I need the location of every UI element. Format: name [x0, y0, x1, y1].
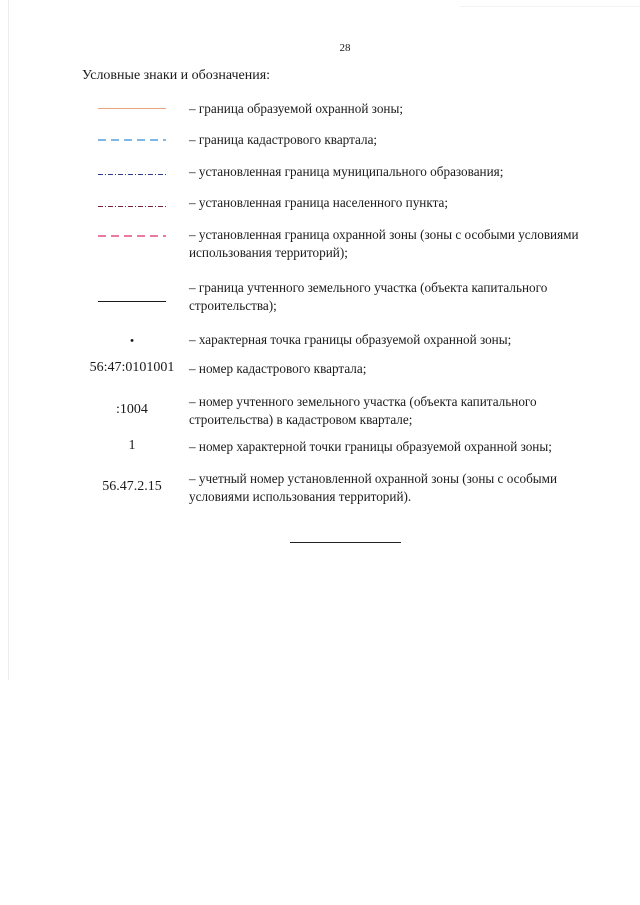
legend-symbol	[82, 393, 182, 429]
line-symbol	[98, 174, 166, 175]
line-symbol	[98, 235, 166, 237]
legend-symbol	[82, 331, 182, 349]
legend-row	[82, 100, 612, 118]
cadastral-quarter-number: 56:47:0101001	[89, 360, 175, 375]
line-symbol	[98, 206, 166, 207]
legend-row	[82, 226, 612, 262]
legend-description: – граница учтенного земельного участка (объекта капитального строительства);	[189, 280, 548, 313]
line-symbol	[98, 139, 166, 141]
legend-description: – установленная граница населенного пункта;	[189, 195, 449, 210]
legend-symbol	[82, 470, 182, 506]
legend-description: – установленная граница муниципального образования;	[189, 164, 504, 179]
legend-row	[82, 163, 612, 181]
legend-description: – граница образуемой охранной зоны;	[189, 101, 403, 116]
scan-edge-shadow	[8, 0, 9, 680]
line-symbol	[98, 301, 166, 302]
land-parcel-number: :1004	[116, 402, 148, 417]
legend-symbol	[82, 360, 182, 378]
legend-description: – номер кадастрового квартала;	[189, 361, 367, 376]
point-number: 1	[128, 438, 136, 453]
end-rule	[290, 542, 401, 543]
legend-symbol	[82, 438, 182, 456]
legend-description: – номер характерной точки границы образуемой охранной зоны;	[189, 439, 552, 454]
legend-symbol	[82, 194, 182, 212]
legend-symbol	[82, 131, 182, 149]
legend-row	[82, 279, 612, 315]
legend-row	[82, 438, 612, 456]
line-symbol	[98, 108, 166, 109]
legend-symbol	[82, 226, 182, 262]
legend-row	[82, 470, 612, 506]
legend-symbol	[82, 279, 182, 315]
point-marker: •	[130, 335, 134, 347]
zone-registration-number: 56.47.2.15	[102, 479, 162, 494]
legend-row	[82, 131, 612, 149]
legend-symbol	[82, 163, 182, 181]
legend-row	[82, 194, 612, 212]
legend-description: – установленная граница охранной зоны (зоны с особыми условиями использования территорий);	[189, 227, 579, 260]
legend-heading: Условные знаки и обозначения:	[82, 68, 271, 83]
legend-row	[82, 360, 612, 378]
legend-symbol	[82, 100, 182, 118]
legend-row	[82, 331, 612, 349]
legend-row	[82, 393, 612, 429]
legend-description: – характерная точка границы образуемой охранной зоны;	[189, 332, 512, 347]
scan-top-shadow	[460, 6, 640, 7]
legend-description: – учетный номер установленной охранной зоны (зоны с особыми условиями использования территорий).	[189, 471, 558, 504]
legend-description: – номер учтенного земельного участка (объекта капитального строительства) в кадастровом квартале;	[189, 394, 537, 427]
page-number: 28	[339, 42, 351, 54]
legend-description: – граница кадастрового квартала;	[189, 132, 378, 147]
